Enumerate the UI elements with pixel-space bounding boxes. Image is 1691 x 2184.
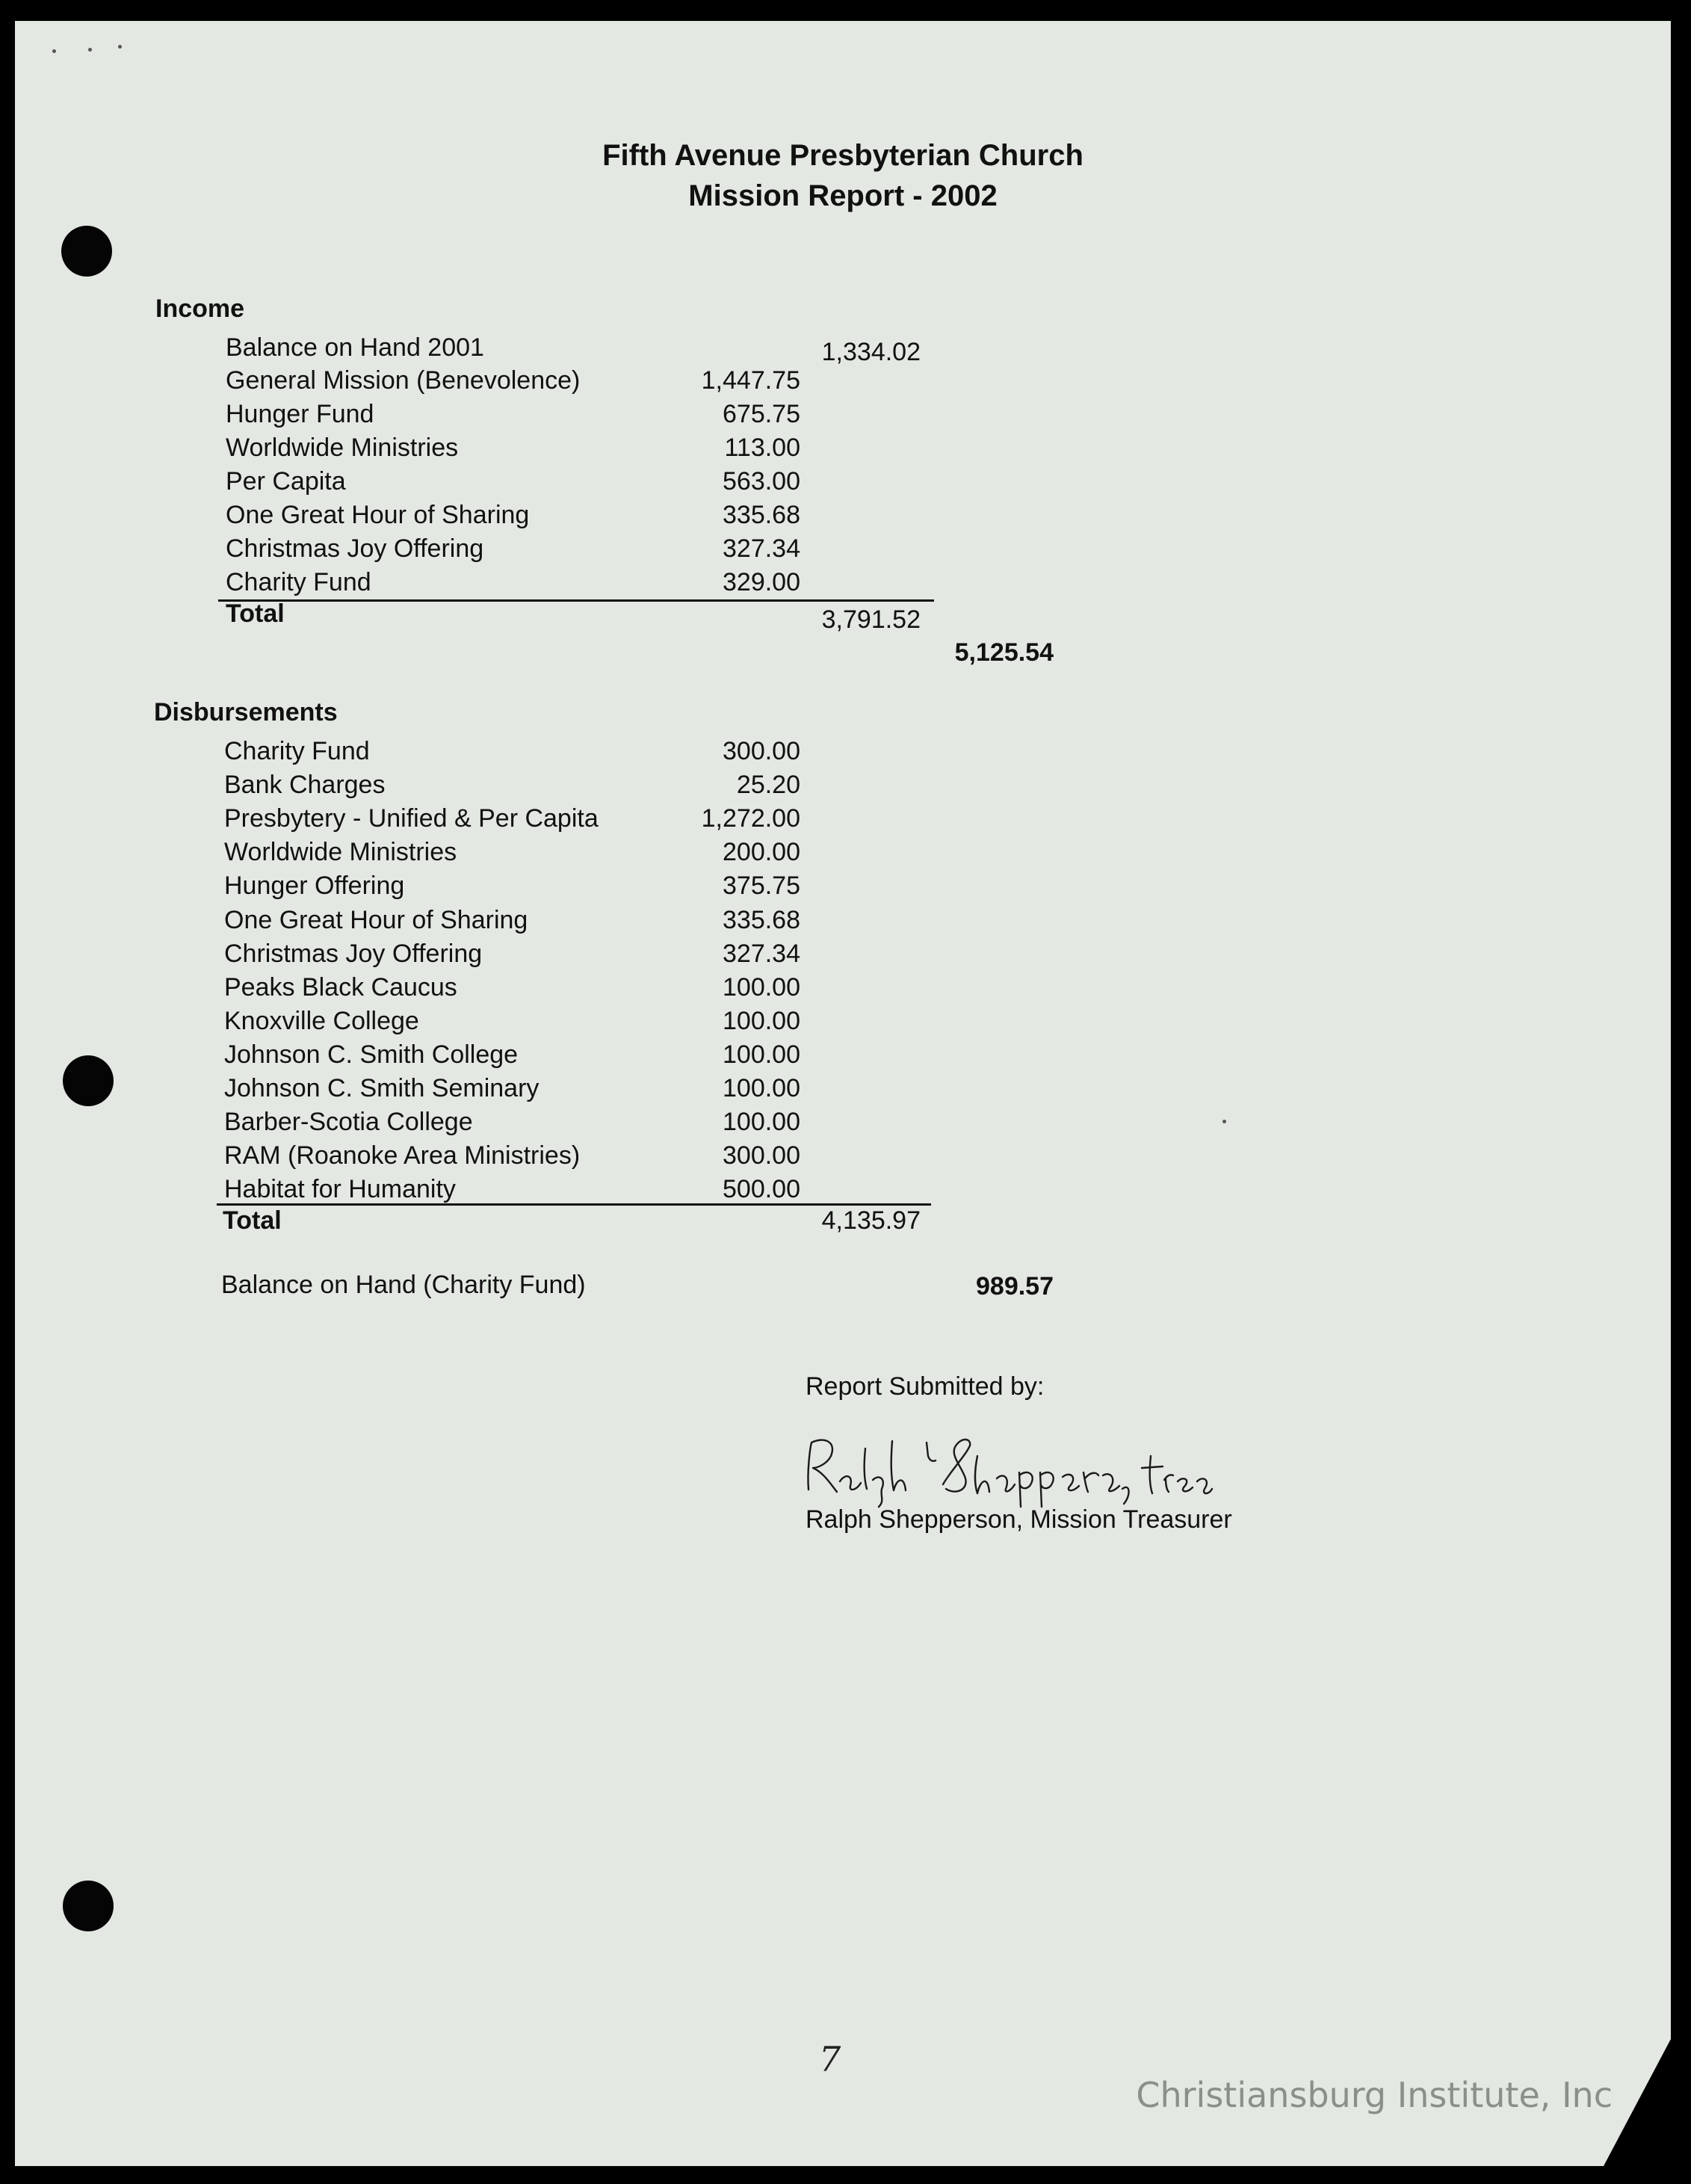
line-item-label: General Mission (Benevolence): [226, 366, 581, 395]
disbursements-total-label: Total: [223, 1206, 282, 1235]
disbursements-heading: Disbursements: [154, 698, 338, 727]
line-item-label: One Great Hour of Sharing: [224, 905, 528, 934]
document-page: [15, 21, 1671, 2166]
balance-charity-label: Balance on Hand (Charity Fund): [221, 1271, 586, 1299]
line-item-amount: 200.00: [723, 838, 800, 867]
line-item-label: Per Capita: [226, 467, 346, 496]
table-row: [15, 838, 1671, 871]
treasurer-signature: [801, 1426, 1219, 1508]
table-row: [15, 940, 1671, 972]
line-item-label: Worldwide Ministries: [224, 838, 457, 867]
speck: [118, 45, 122, 49]
table-row: [15, 434, 1671, 466]
line-item-amount: 327.34: [723, 534, 800, 563]
report-title: Fifth Avenue Presbyterian Church: [602, 139, 1083, 172]
balance-2001-amount: 1,334.02: [821, 338, 921, 366]
line-item-label: Johnson C. Smith College: [224, 1040, 519, 1069]
line-item-label: Charity Fund: [226, 568, 371, 596]
line-item-label: Hunger Offering: [224, 872, 405, 901]
line-item-label: Worldwide Ministries: [226, 434, 459, 462]
table-row: [15, 906, 1671, 939]
table-row: [15, 1040, 1671, 1073]
line-item-amount: 563.00: [723, 467, 800, 496]
line-item-label: Knoxville College: [224, 1006, 419, 1035]
table-row: [15, 804, 1671, 837]
page-number: 7: [819, 2039, 841, 2079]
line-item-amount: 25.20: [736, 771, 800, 800]
table-row: [15, 366, 1671, 399]
income-heading: Income: [155, 294, 245, 323]
line-item-label: Peaks Black Caucus: [224, 972, 457, 1002]
line-item-amount: 329.00: [723, 568, 800, 596]
line-item-amount: 335.68: [723, 501, 800, 529]
line-item-label: Bank Charges: [224, 771, 386, 800]
line-item-amount: 100.00: [723, 1108, 800, 1137]
speck: [52, 49, 56, 53]
table-row: [15, 568, 1671, 601]
line-item-amount: 327.34: [723, 939, 800, 968]
line-item-amount: 500.00: [723, 1175, 800, 1204]
income-grand-total: 5,125.54: [954, 638, 1054, 667]
table-row: [15, 1074, 1671, 1107]
line-item-amount: 675.75: [723, 400, 800, 428]
table-row: [15, 534, 1671, 567]
table-row: [15, 501, 1671, 534]
table-row: [15, 400, 1671, 433]
line-item-amount: 100.00: [723, 1006, 800, 1035]
punch-hole-bottom: [63, 1881, 114, 1931]
table-row: [15, 771, 1671, 803]
table-row: [15, 1141, 1671, 1174]
income-total-rule: [218, 599, 934, 602]
folded-corner: [1604, 2039, 1671, 2166]
line-item-amount: 100.00: [723, 972, 800, 1002]
treasurer-name: Ralph Shepperson, Mission Treasurer: [806, 1505, 1232, 1534]
line-item-amount: 375.75: [723, 872, 800, 901]
line-item-label: Christmas Joy Offering: [224, 939, 483, 968]
line-item-amount: 100.00: [723, 1074, 800, 1102]
table-row: [15, 872, 1671, 904]
balance-2001-label: Balance on Hand 2001: [226, 333, 484, 362]
submitted-by-label: Report Submitted by:: [806, 1372, 1045, 1401]
line-item-label: Christmas Joy Offering: [226, 534, 484, 563]
line-item-label: Hunger Fund: [226, 400, 374, 428]
punch-hole-top: [61, 226, 112, 277]
disbursements-total-amount: 4,135.97: [821, 1206, 921, 1235]
income-total-amount: 3,791.52: [821, 605, 921, 634]
line-item-label: RAM (Roanoke Area Ministries): [224, 1141, 581, 1170]
line-item-amount: 100.00: [723, 1040, 800, 1069]
line-item-amount: 1,447.75: [701, 366, 800, 395]
income-total-label: Total: [226, 599, 285, 628]
line-item-label: Charity Fund: [224, 737, 370, 765]
table-row: [15, 1007, 1671, 1040]
line-item-label: One Great Hour of Sharing: [226, 501, 530, 529]
line-item-label: Johnson C. Smith Seminary: [224, 1074, 540, 1102]
line-item-amount: 1,272.00: [701, 804, 800, 833]
speck: [88, 48, 92, 52]
line-item-amount: 335.68: [723, 905, 800, 934]
line-item-amount: 113.00: [724, 434, 800, 462]
line-item-label: Barber-Scotia College: [224, 1108, 473, 1137]
report-subtitle: Mission Report - 2002: [688, 179, 998, 212]
balance-charity-amount: 989.57: [976, 1272, 1054, 1301]
table-row: [15, 1108, 1671, 1141]
table-row: [15, 737, 1671, 770]
line-item-amount: 300.00: [723, 1141, 800, 1170]
table-row: [15, 467, 1671, 500]
line-item-label: Habitat for Humanity: [224, 1175, 456, 1204]
disbursements-total-rule: [217, 1203, 931, 1206]
line-item-label: Presbytery - Unified & Per Capita: [224, 804, 599, 833]
archive-watermark: Christiansburg Institute, Inc: [1136, 2075, 1613, 2115]
table-row: [15, 973, 1671, 1006]
line-item-amount: 300.00: [723, 737, 800, 765]
